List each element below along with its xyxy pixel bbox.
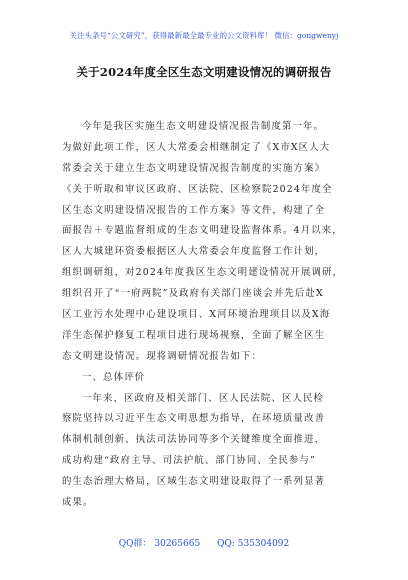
paragraph-line: 组织调研组，对2024年度我区生态文明建设情况开展调研， bbox=[62, 267, 344, 279]
document-body bbox=[62, 117, 352, 514]
paragraph-line: 《关于听取和审议区政府、区法院、区检察院2024年度全 bbox=[62, 183, 333, 195]
paragraph-line: 为做好此项工作，区人大常委会相继制定了《X市X区人大 bbox=[62, 141, 331, 153]
paragraph-line: 的生态治理大格局，区域生态文明建设取得了一系列显著 bbox=[62, 476, 326, 488]
footer-qq-number[interactable]: QQ: 535304092 bbox=[217, 539, 290, 549]
paragraph-line: 成果。 bbox=[62, 497, 94, 509]
paragraph-line: 成功构建“政府主导、司法护航、部门协同、全民参与” bbox=[62, 455, 316, 467]
paragraph-line: 区工业污水处理中心建设项目、X河环境治理项目以及X海 bbox=[62, 309, 331, 321]
paragraph-line: 察院坚持以习近平生态文明思想为指导，在环境质量改善 bbox=[62, 413, 326, 425]
paragraph-line: 体制机制创新、执法司法协同等多个关键维度全面推进， bbox=[62, 434, 326, 446]
paragraph-line: 今年是我区实施生态文明建设情况报告制度第一年。 bbox=[82, 121, 325, 132]
document-title: 关于2024年度全区生态文明建设情况的调研报告 bbox=[76, 65, 332, 79]
paragraph-line: 态文明建设情况。现将调研情况报告如下： bbox=[62, 350, 262, 362]
paragraph-line: 区人大城建环资委根据区人大常委会年度监督工作计划， bbox=[62, 246, 326, 258]
paragraph-line: 组织召开了“一府两院”及政府有关部门座谈会并先后赴X bbox=[62, 288, 324, 300]
paragraph-line: 一年来，区政府及相关部门、区人民法院、区人民检 bbox=[82, 392, 325, 404]
paragraph-line: 区生态文明建设情况报告的工作方案》等文件，构建了全 bbox=[62, 204, 326, 216]
header-notice[interactable]: 关注头条号“公文研究”，获得最新最全最专业的公文资料库！ 微信：gongwenyj bbox=[69, 31, 339, 40]
footer-qq-group[interactable]: QQ群： 30265665 bbox=[118, 539, 201, 549]
section-heading: 一、总体评价 bbox=[82, 371, 146, 383]
paragraph-line: 常委会关于建立生态文明建设情况报告制度的实施方案》 bbox=[62, 162, 326, 174]
paragraph-line: 洋生态保护修复工程项目进行现场视察，全面了解全区生 bbox=[62, 329, 326, 341]
footer-contact bbox=[0, 536, 408, 549]
paragraph-line: 面报告＋专题监督组成的生态文明建设监督体系。4月以来， bbox=[62, 225, 343, 237]
